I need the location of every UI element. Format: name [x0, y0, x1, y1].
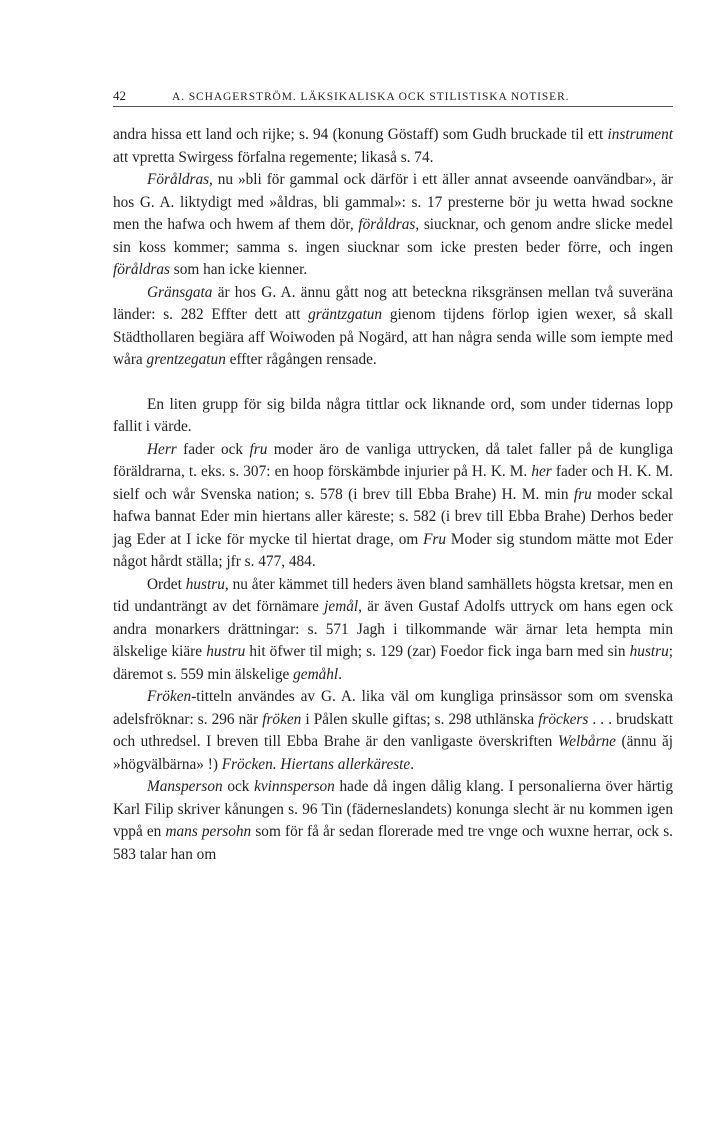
paragraph — [113, 169, 673, 282]
italic-term: Fru — [423, 530, 447, 548]
text-run: moder sckal hafwa bannat Eder min hiertans aller käreste; s. 582 (i brev till Ebba Brahe) Derhos beder jag Eder at I icke för mycke til hiertat drage, om — [113, 485, 673, 548]
text-run: En liten grupp för sig bilda några tittlar ock liknande ord, som under tidernas lopp fallit i värde. — [113, 395, 673, 435]
italic-term: Mansperson — [147, 778, 223, 795]
text-run: , siucknar, och genom andre slicke medel sin koss kommer; samma s. ingen siucknar som icke presten beder förre, och ingen — [113, 216, 673, 256]
page-number: 42 — [113, 88, 126, 103]
text-run: ock — [222, 778, 255, 795]
italic-term: Fröken — [147, 688, 192, 705]
italic-term: fröken — [262, 710, 302, 728]
italic-term: gräntzgatun — [308, 306, 383, 323]
text-run: moder äro de vanliga uttrycken, då talet faller på de kungliga föräldrarna, t. eks. s. 307: en hoop förskämbde injurier på H. K. M. — [113, 440, 674, 480]
text-run: fader ock — [176, 440, 250, 458]
italic-term: jemål — [324, 598, 359, 615]
text-run: som han icke kienner. — [169, 261, 308, 278]
page-body — [113, 124, 673, 866]
italic-term: instrument — [607, 126, 673, 143]
italic-term: Föråldras — [147, 171, 210, 188]
text-run: , nu åter kämmet till heders även bland samhällets högsta kretsar, men en tid undanträngt av det förnämare — [113, 575, 674, 615]
text-run: som för få år sedan florerade med tre vnge och wuxne herrar, ock s. 583 talar han om — [113, 823, 673, 863]
text-run: , är även Gustaf Adolfs uttryck om hans egen ock andra monarkers drättningar: s. 571 Jagh i tilkommande wär ärnar leta hempta min älskelige kiäre — [113, 598, 673, 660]
text-run: hit öfwer til migh; s. 129 (zar) Foedor fick inga barn med sin — [245, 643, 630, 660]
text-run: hade då ingen dålig klang. I personalierna över härtig Karl Filip skriver kånungen s. 96 Tin (fäderneslandets) konunga slecht är nu kommen igen vppå en — [113, 778, 673, 840]
text-run: andra hissa ett land och rijke; s. 94 (konung Göstaff) som Gudh bruckade til ett — [113, 126, 608, 143]
text-run: är hos G. A. ännu gått nog att beteckna riksgränsen mellan två suveräna länder: s. 282 Effter dett att — [113, 283, 673, 323]
text-run: Ordet — [147, 575, 186, 593]
italic-term: her — [531, 463, 552, 480]
text-run: Moder sig stundom mätte mot Eder något hårdt ställa; jfr s. 477, 484. — [113, 530, 673, 570]
italic-term: Gränsgata — [147, 283, 213, 301]
italic-term: hustru — [629, 643, 669, 660]
text-run: . — [410, 755, 415, 773]
text-run: , nu »bli för gammal ock därför i ett äller annat avseende oanvändbar», är hos G. A. liktydigt med »åldras, bli gammal»: s. 17 presterne bör ju wetta hwad sockne men the hafwa och hwem af them dör, — [113, 171, 673, 233]
italic-term: fru — [573, 485, 592, 503]
italic-term: mans persohn — [165, 823, 252, 840]
text-run: att vpretta Swirgess förfalna regemente; likaså s. 74. — [113, 148, 434, 166]
paragraph — [113, 686, 673, 776]
paragraph — [113, 776, 673, 866]
header-rule — [113, 106, 673, 107]
text-run: . — [338, 665, 343, 683]
text-run: effter rågången rensade. — [225, 351, 377, 368]
italic-term: gemåhl — [293, 665, 339, 683]
paragraph — [113, 439, 673, 574]
italic-term: Welbårne — [557, 733, 616, 750]
paragraph — [113, 394, 673, 439]
text-run: i Pålen skulle giftas; s. 298 uthlänska — [301, 710, 539, 728]
text-run: . . . brudskatt och uthredsel. I breven till Ebba Brahe är den vanligaste överskriften — [113, 710, 674, 750]
paragraph — [113, 124, 673, 169]
text-run: (ännu ăj »högvälbärna» !) — [113, 733, 673, 773]
italic-term: fröckers — [538, 710, 589, 728]
text-run: fader och H. K. M. sielf och wår Svenska nation; s. 578 (i brev till Ebba Brahe) H. M. min — [113, 463, 673, 503]
text-run: ; däremot s. 559 min älskelige — [113, 643, 673, 683]
italic-term: Herr — [147, 440, 177, 458]
italic-term: fru — [249, 440, 268, 458]
italic-term: föråldras — [358, 216, 416, 233]
running-title: A. SCHAGERSTRÖM. LÄKSIKALISKA OCK STILISTISKA NOTISER. — [172, 91, 570, 103]
italic-term: Fröcken. Hiertans allerkäreste — [221, 755, 411, 773]
italic-term: kvinnsperson — [254, 778, 335, 795]
italic-term: hustru — [206, 643, 246, 660]
text-run: gienom tijdens förlop igien wexer, så skall Städthollaren begiära aff Woiwoden på Nogärd, att han några senda wille som iempte med wåra — [113, 306, 673, 368]
paragraph — [113, 282, 673, 372]
paragraph — [113, 574, 673, 687]
italic-term: hustru — [185, 575, 225, 593]
text-run: -titteln användes av G. A. lika väl om kungliga prinsässor som om svenska adelsfröknar: s. 296 när — [113, 688, 673, 728]
italic-term: grentzegatun — [146, 351, 226, 368]
italic-term: föråldras — [113, 261, 170, 278]
running-header — [113, 88, 673, 104]
